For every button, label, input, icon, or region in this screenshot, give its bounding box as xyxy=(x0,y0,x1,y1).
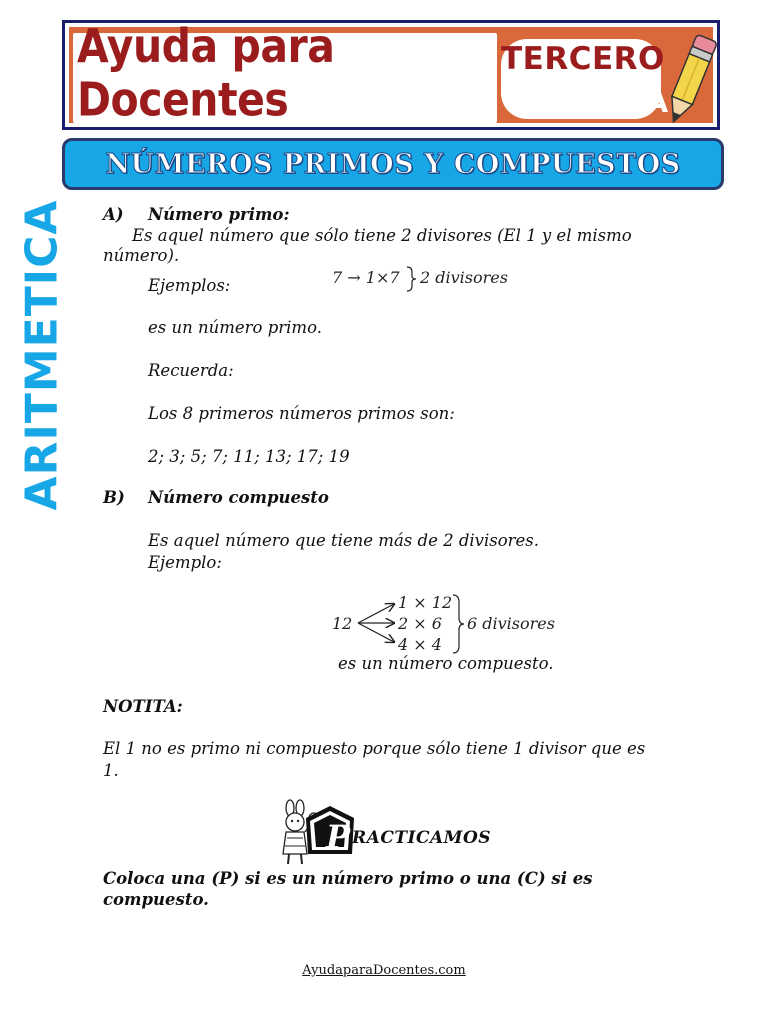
section-b-heading: Número compuesto xyxy=(148,488,329,507)
pencil-icon xyxy=(659,31,721,131)
examples-label: Ejemplos: xyxy=(148,276,231,295)
section-b-label: B) xyxy=(103,488,125,507)
note-heading: NOTITA: xyxy=(103,697,183,716)
footer xyxy=(0,963,768,978)
pair-2: 2 × 6 xyxy=(398,614,442,633)
side-label xyxy=(18,200,66,510)
primes-list: 2; 3; 5; 7; 11; 13; 17; 19 xyxy=(148,447,350,466)
composite-number: 12 xyxy=(332,614,353,633)
branch-arrows-icon xyxy=(354,598,400,646)
practice-label: RACTICAMOS xyxy=(352,828,492,848)
composite-divisor-count: 6 divisores xyxy=(467,614,555,633)
composite-definition: Es aquel número que tiene más de 2 divisores. xyxy=(148,531,540,550)
page-title: NÚMEROS PRIMOS Y COMPUESTOS xyxy=(105,148,681,180)
prime-example-formula: 7 → 1×7 xyxy=(332,268,400,287)
is-composite-text: es un número compuesto. xyxy=(338,654,554,673)
instruction-line1: Coloca una (P) si es un número primo o una (C) si es xyxy=(103,869,593,888)
example-label: Ejemplo: xyxy=(148,553,222,572)
note-line2: 1. xyxy=(103,761,119,780)
side-label-text: ARITMETICA xyxy=(16,199,68,511)
grade-line-1: TERCERO xyxy=(501,41,665,77)
remember-label: Recuerda: xyxy=(148,361,234,380)
brace-icon xyxy=(404,266,418,292)
brand-title: Ayuda para Docentes xyxy=(77,19,335,127)
pair-3: 4 × 4 xyxy=(398,635,442,654)
note-line1: El 1 no es primo ni compuesto porque sólo tiene 1 divisor que es xyxy=(103,739,646,758)
header-banner xyxy=(62,20,720,130)
section-a-label: A) xyxy=(103,205,124,224)
prime-definition-line1: Es aquel número que sólo tiene 2 divisores (El 1 y el mismo xyxy=(132,226,632,245)
footer-link[interactable]: AyudaparaDocentes.com xyxy=(302,963,466,978)
grade-line-2: PRIMARIA xyxy=(507,85,669,119)
practice-badge-letter: P xyxy=(325,818,351,856)
section-a-heading: Número primo: xyxy=(148,205,290,224)
brace-icon xyxy=(450,594,466,654)
title-bar xyxy=(62,138,724,190)
pair-1: 1 × 12 xyxy=(398,593,453,612)
instruction-line2: compuesto. xyxy=(103,890,209,909)
first-primes-text: Los 8 primeros números primos son: xyxy=(148,404,455,423)
is-prime-text: es un número primo. xyxy=(148,318,322,337)
banner-background xyxy=(69,19,713,127)
prime-definition-line2: número). xyxy=(103,246,180,265)
prime-example-count: 2 divisores xyxy=(420,268,508,287)
